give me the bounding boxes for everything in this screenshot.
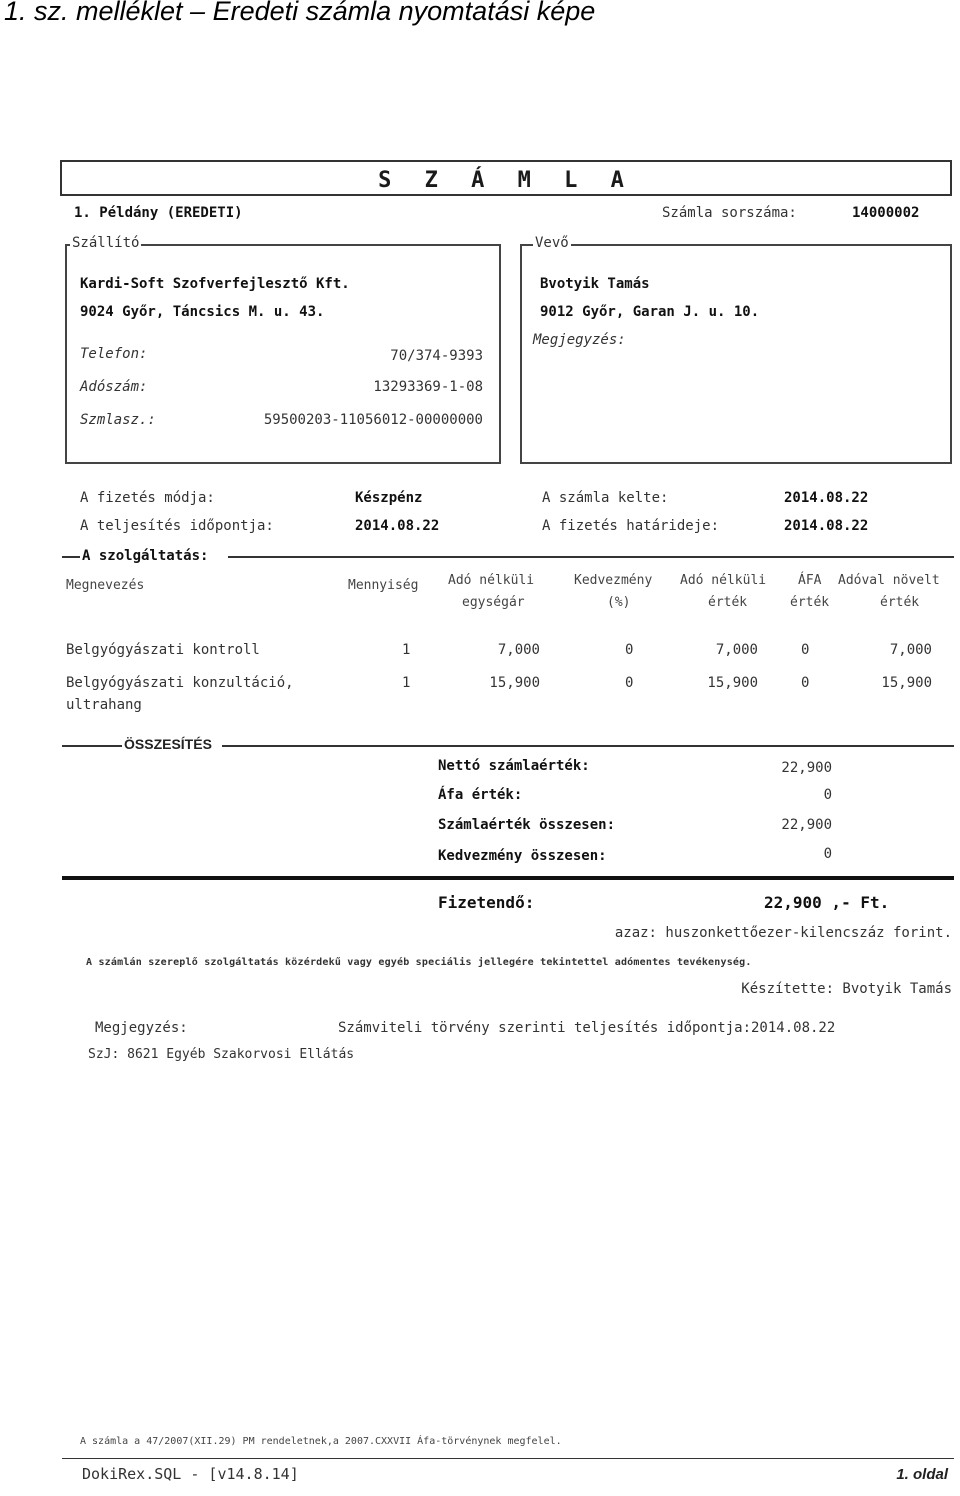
row-2-net: 15,900: [707, 675, 758, 691]
buyer-heading: Vevő: [535, 235, 569, 251]
discount-total: 0: [823, 846, 832, 862]
issue-date-label: A számla kelte:: [542, 490, 669, 506]
seller-name: Kardi-Soft Szofverfejlesztő Kft.: [80, 276, 350, 292]
vat-total: 0: [823, 787, 832, 803]
completion-date: 2014.08.22: [355, 518, 440, 534]
seller-tax: 13293369-1-08: [373, 379, 483, 395]
services-heading: A szolgáltatás:: [82, 548, 209, 564]
seller-address: 9024 Győr, Táncsics M. u. 43.: [80, 304, 325, 320]
payable-amount: 22,900 ,- Ft.: [764, 893, 890, 912]
services-rule-right: [228, 556, 954, 558]
row-1-net: 7,000: [715, 642, 758, 658]
invoice-total: 22,900: [781, 817, 832, 833]
seller-account: 59500203-11056012-00000000: [263, 412, 483, 428]
prepared-by: Készítette: Bvotyik Tamás: [741, 981, 952, 997]
legal-note: A számla a 47/2007(XII.29) PM rendeletnek,a 2007.CXXVII Áfa-törvénynek megfelel.: [80, 1436, 562, 1447]
col-header-net-1: Adó nélküli: [680, 573, 767, 588]
col-header-gross-2: érték: [880, 595, 920, 610]
seller-tax-label: Adószám:: [80, 379, 148, 395]
col-header-discount-2: (%): [607, 595, 631, 610]
buyer-address: 9012 Győr, Garan J. u. 10.: [540, 304, 760, 320]
due-date: 2014.08.22: [784, 518, 869, 534]
document-caption: 1. sz. melléklet – Eredeti számla nyomtatási képe: [4, 0, 596, 26]
col-header-name: Megnevezés: [66, 578, 145, 593]
payment-method: Készpénz: [355, 490, 423, 506]
net-total: 22,900: [781, 760, 832, 776]
net-total-label: Nettó számlaérték:: [438, 758, 590, 774]
payment-method-label: A fizetés módja:: [80, 490, 215, 506]
row-1-qty: 1: [402, 642, 411, 658]
row-2-qty: 1: [402, 675, 411, 691]
software-version: DokiRex.SQL - [v14.8.14]: [82, 1465, 299, 1483]
services-rule-left: [62, 556, 80, 558]
seller-phone-label: Telefon:: [80, 346, 148, 362]
invoice-number-label: Számla sorszáma:: [662, 205, 797, 221]
row-1-vat: 0: [801, 642, 810, 658]
due-date-label: A fizetés határideje:: [542, 518, 720, 534]
discount-total-label: Kedvezmény összesen:: [438, 848, 607, 864]
col-header-vat-2: érték: [790, 595, 830, 610]
invoice-title: S Z Á M L A: [378, 168, 634, 193]
row-2-name: Belgyógyászati konzultáció,: [66, 675, 294, 691]
issue-date: 2014.08.22: [784, 490, 869, 506]
row-2-gross: 15,900: [881, 675, 932, 691]
payable-in-words: azaz: huszonkettőezer-kilencszáz forint.: [614, 925, 952, 941]
szj-code: SzJ: 8621 Egyéb Szakorvosi Ellátás: [88, 1047, 355, 1062]
summary-rule-right: [222, 745, 954, 747]
remark-label: Megjegyzés:: [95, 1020, 188, 1036]
invoice-number: 14000002: [852, 205, 920, 221]
invoice-total-label: Számlaérték összesen:: [438, 817, 616, 833]
completion-date-label: A teljesítés időpontja:: [80, 518, 274, 534]
row-2-discount: 0: [625, 675, 634, 691]
row-2-unit-price: 15,900: [489, 675, 540, 691]
row-1-name: Belgyógyászati kontroll: [66, 642, 260, 658]
summary-rule-left: [62, 745, 122, 747]
col-header-vat-1: ÁFA: [798, 573, 822, 588]
col-header-unit-price-2: egységár: [462, 595, 525, 610]
col-header-discount-1: Kedvezmény: [574, 573, 653, 588]
row-2-name-cont: ultrahang: [66, 697, 142, 713]
row-1-discount: 0: [625, 642, 634, 658]
buyer-name: Bvotyik Tamás: [540, 276, 650, 292]
buyer-note-label: Megjegyzés:: [533, 332, 626, 348]
page-number: 1. oldal: [896, 1466, 948, 1483]
seller-heading: Szállító: [72, 235, 140, 251]
seller-phone: 70/374-9393: [390, 348, 483, 364]
col-header-gross-1: Adóval növelt: [838, 573, 940, 588]
col-header-qty: Mennyiség: [348, 578, 419, 593]
footer-rule: [62, 1458, 954, 1459]
row-2-vat: 0: [801, 675, 810, 691]
vat-total-label: Áfa érték:: [438, 787, 523, 803]
row-1-unit-price: 7,000: [497, 642, 540, 658]
remark-text: Számviteli törvény szerinti teljesítés időpontja:2014.08.22: [338, 1020, 836, 1036]
payable-label: Fizetendő:: [438, 893, 535, 912]
seller-account-label: Szmlasz.:: [80, 412, 156, 428]
exemption-note: A számlán szereplő szolgáltatás közérdekű vagy egyéb speciális jellegére tekintettel adómentes tevékenység.: [86, 957, 752, 968]
row-1-gross: 7,000: [889, 642, 932, 658]
payable-rule: [62, 876, 954, 880]
col-header-net-2: érték: [708, 595, 748, 610]
col-header-unit-price-1: Adó nélküli: [448, 573, 535, 588]
copy-label: 1. Példány (EREDETI): [74, 205, 243, 221]
summary-heading: ÖSSZESÍTÉS: [124, 736, 212, 752]
